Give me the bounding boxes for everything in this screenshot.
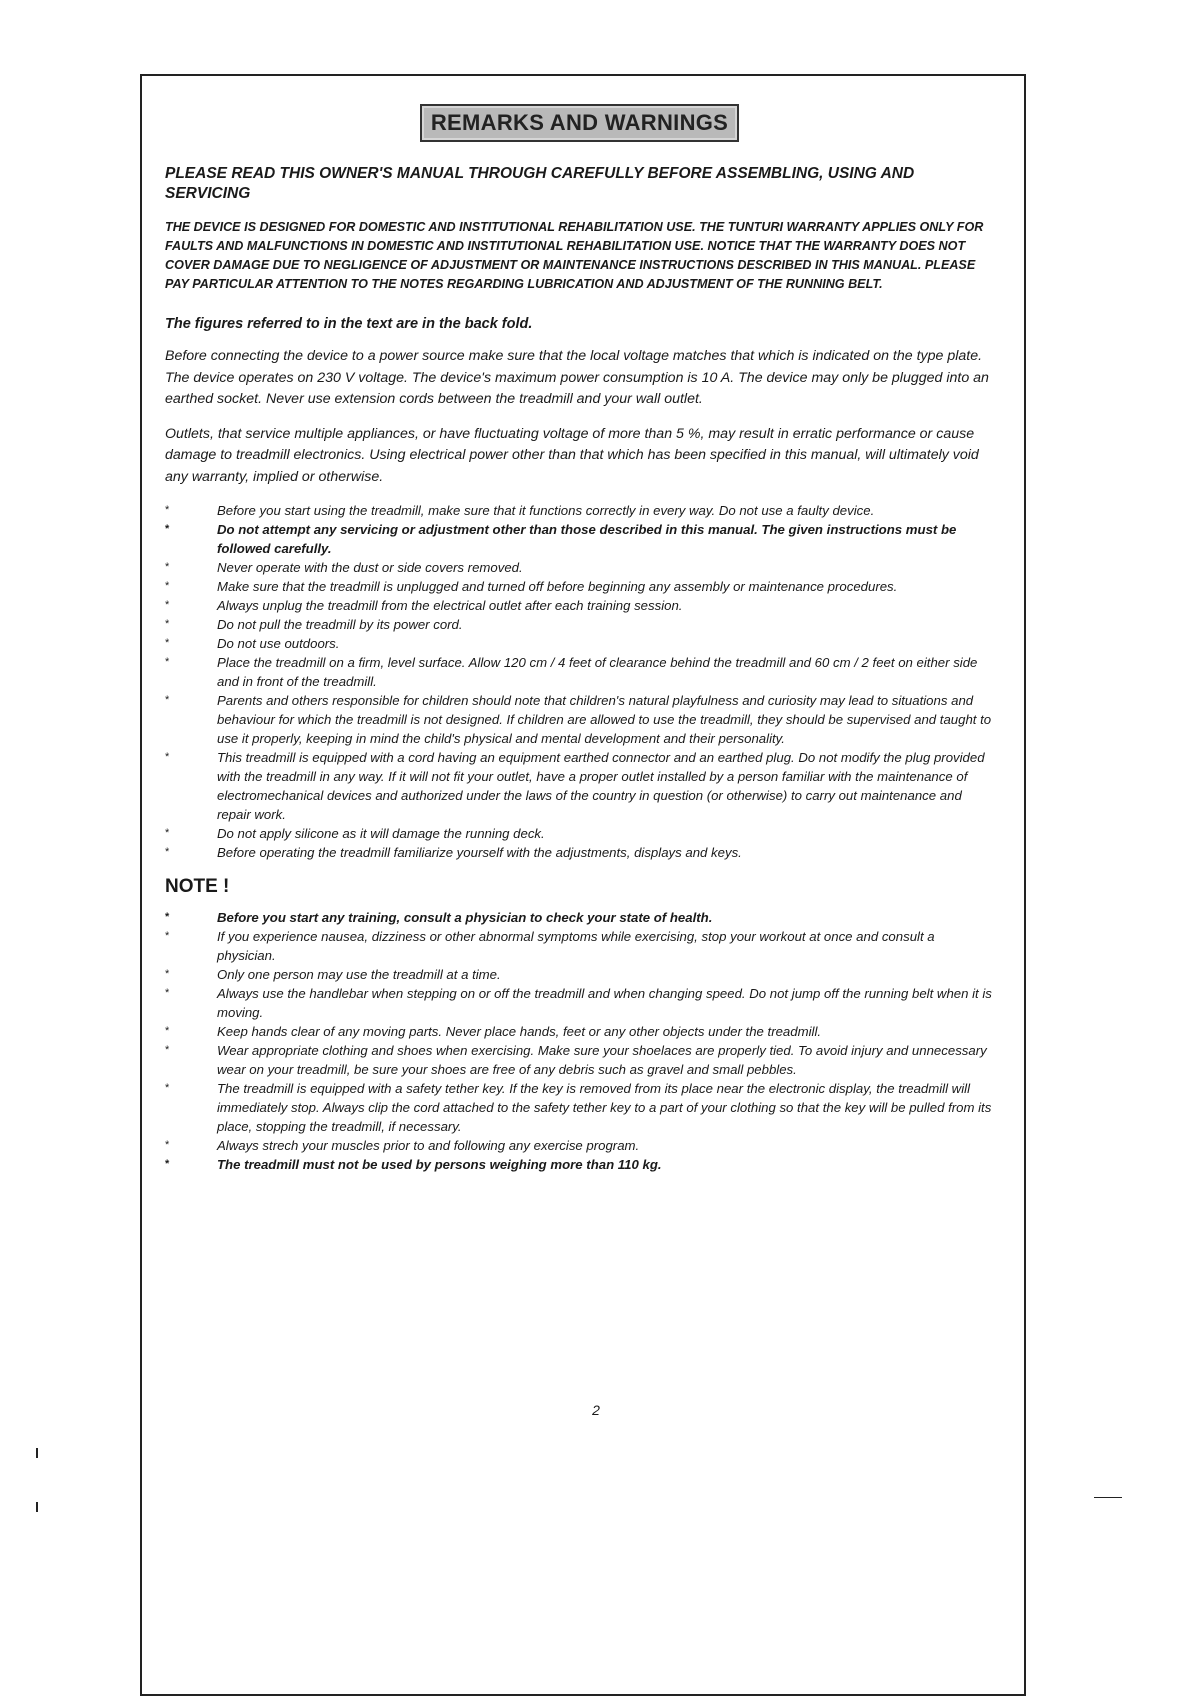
bullet-star: * xyxy=(165,561,170,573)
scan-mark xyxy=(36,1448,38,1458)
warning-item: * Never operate with the dust or side covers removed. xyxy=(165,560,523,575)
bullet-star: * xyxy=(165,618,170,630)
paragraph-voltage: Before connecting the device to a power source make sure that the local voltage matches that which is indicated on the type plate. The device operates on 230 V voltage. The device's maximum power consumption is 10 A. The device may only be plugged into an earthed socket. Never use extension cords between the treadmill and your wall outlet. xyxy=(165,348,989,407)
note-item: * Only one person may use the treadmill at a time. xyxy=(165,967,501,982)
bullet-star: * xyxy=(165,694,170,706)
warning-item: * Do not attempt any servicing or adjustment other than those described in this manual. The given instructions must be followed carefully. xyxy=(165,522,957,556)
bullet-star: * xyxy=(165,1139,170,1151)
warning-item: * Place the treadmill on a firm, level surface. Allow 120 cm / 4 feet of clearance behind the treadmill and 60 cm / 2 feet on either side and in front of the treadmill. xyxy=(165,655,978,689)
page-title: REMARKS AND WARNINGS xyxy=(420,104,739,142)
bullet-star: * xyxy=(165,504,170,516)
bullet-star: * xyxy=(165,987,170,999)
bullet-star: * xyxy=(165,1044,170,1056)
bullet-star: * xyxy=(165,1025,170,1037)
note-item: * Always use the handlebar when stepping on or off the treadmill and when changing speed. Do not jump off the running belt when it is moving. xyxy=(165,986,992,1020)
bullet-star: * xyxy=(165,523,170,535)
figures-note: The figures referred to in the text are in the back fold. xyxy=(165,316,533,332)
warning-item: * Before you start using the treadmill, make sure that it functions correctly in every way. Do not use a faulty device. xyxy=(165,503,875,518)
title-wrap xyxy=(165,104,994,142)
bullet-star: * xyxy=(165,580,170,592)
paragraph-outlets: Outlets, that service multiple appliances, or have fluctuating voltage of more than 5 %, may result in erratic performance or cause damage to treadmill electronics. Using electrical power other than that which has been specified in this manual, will ultimately void any warranty, implied or otherwise. xyxy=(165,425,979,485)
bullet-star: * xyxy=(165,827,170,839)
bullet-star: * xyxy=(165,1158,170,1170)
warning-item: * Do not apply silicone as it will damage the running deck. xyxy=(165,826,545,841)
bullet-star: * xyxy=(165,968,170,980)
bullet-star: * xyxy=(165,846,170,858)
warning-item: * Do not pull the treadmill by its power cord. xyxy=(165,617,463,632)
warning-item: * Make sure that the treadmill is unplugged and turned off before beginning any assembly or maintenance procedures. xyxy=(165,579,898,594)
bullet-star: * xyxy=(165,930,170,942)
bullet-star: * xyxy=(165,656,170,668)
note-item: * Keep hands clear of any moving parts. Never place hands, feet or any other objects under the treadmill. xyxy=(165,1024,822,1039)
bullet-star: * xyxy=(165,599,170,611)
warning-item: * Always unplug the treadmill from the electrical outlet after each training session. xyxy=(165,598,683,613)
note-item: * Before you start any training, consult a physician to check your state of health. xyxy=(165,910,713,925)
warning-item: * This treadmill is equipped with a cord having an equipment earthed connector and an earthed plug. Do not modify the plug provided with the treadmill in any way. If it will not fit your outlet, have a proper outlet installed by a person familiar with the maintenance of electromechanical devices and authorized under the laws of the country in question (or otherwise) to carry out maintenance and repair work. xyxy=(165,750,985,822)
warnings-list xyxy=(165,501,994,862)
note-item: * If you experience nausea, dizziness or other abnormal symptoms while exercising, stop your workout at once and consult a physician. xyxy=(165,929,935,963)
warning-item: * Parents and others responsible for children should note that children's natural playfulness and curiosity may lead to situations and behaviour for which the treadmill is not designed. If children are allowed to use the treadmill, they should be supervised and taught to use it properly, keeping in mind the child's physical and mental development and their personality. xyxy=(165,693,992,746)
warning-item: * Before operating the treadmill familiarize yourself with the adjustments, displays and keys. xyxy=(165,845,742,860)
lead-instruction: PLEASE READ THIS OWNER'S MANUAL THROUGH CAREFULLY BEFORE ASSEMBLING, USING AND SERVICING xyxy=(165,165,915,202)
note-item: * The treadmill is equipped with a safety tether key. If the key is removed from its place near the electronic display, the treadmill will immediately stop. Always clip the cord attached to the safety tether key to a part of your clothing so that the key will be pulled from its place, stopping the treadmill, if necessary. xyxy=(165,1081,992,1134)
bullet-star: * xyxy=(165,1082,170,1094)
note-item: * Always strech your muscles prior to and following any exercise program. xyxy=(165,1138,640,1153)
page-number: 2 xyxy=(592,1402,600,1418)
notes-list xyxy=(165,908,994,1174)
warnings-frame xyxy=(140,74,1026,1696)
device-notice: THE DEVICE IS DESIGNED FOR DOMESTIC AND INSTITUTIONAL REHABILITATION USE. THE TUNTURI WARRANTY APPLIES ONLY FOR FAULTS AND MALFUNCTIONS IN DOMESTIC AND INSTITUTIONAL REHABILITATION USE. NOTICE THAT THE WARRANTY DOES NOT COVER DAMAGE DUE TO NEGLIGENCE OF ADJUSTMENT OR MAINTENANCE INSTRUCTIONS DESCRIBED IN THIS MANUAL. PLEASE PAY PARTICULAR ATTENTION TO THE NOTES REGARDING LUBRICATION AND ADJUSTMENT OF THE RUNNING BELT. xyxy=(165,220,984,291)
bullet-star: * xyxy=(165,911,170,923)
note-item: * Wear appropriate clothing and shoes when exercising. Make sure your shoelaces are properly tied. To avoid injury and unnecessary wear on your treadmill, be sure your shoes are free of any debris such as gravel and small pebbles. xyxy=(165,1043,987,1077)
scan-mark xyxy=(1094,1497,1122,1498)
bullet-star: * xyxy=(165,751,170,763)
scan-mark xyxy=(36,1502,38,1512)
warning-item: * Do not use outdoors. xyxy=(165,636,340,651)
bullet-star: * xyxy=(165,637,170,649)
note-heading: NOTE ! xyxy=(165,876,230,897)
note-item: * The treadmill must not be used by persons weighing more than 110 kg. xyxy=(165,1157,662,1172)
